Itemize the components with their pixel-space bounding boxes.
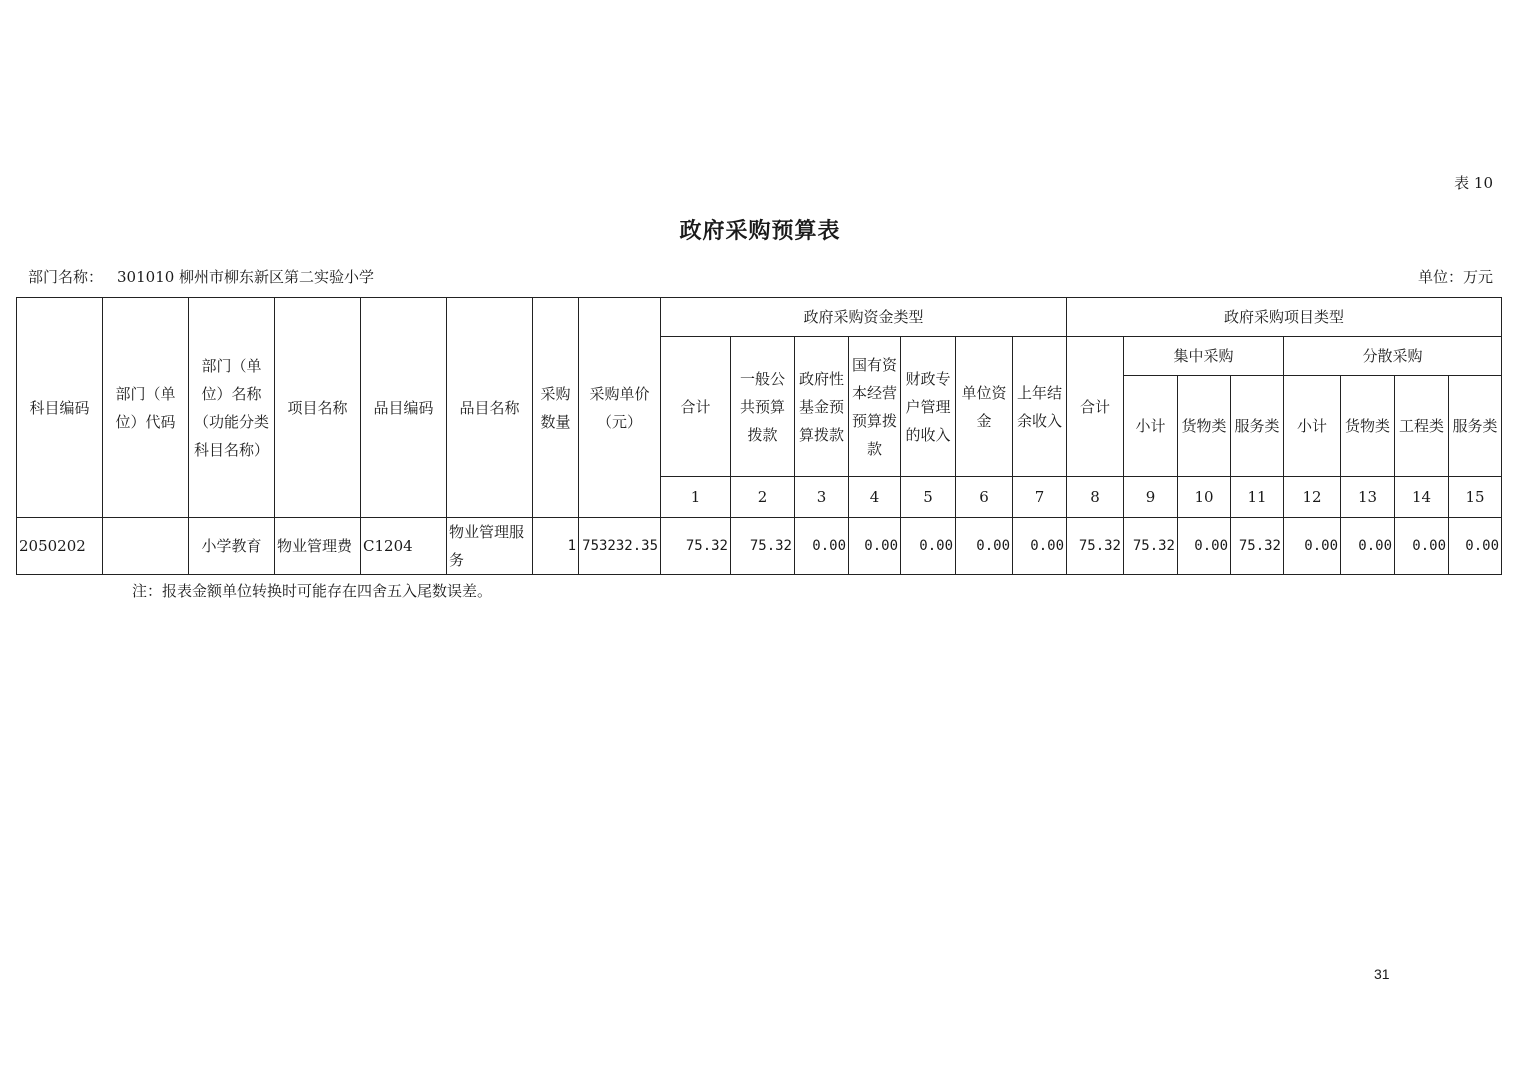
cell-value: 75.32 [661,518,731,575]
header-decentralized-subtotal: 小计 [1284,376,1341,477]
header-item-name: 品目名称 [447,298,533,518]
header-state-capital: 国有资本经营预算拨款 [849,337,901,477]
cell-value: 0.00 [1449,518,1502,575]
header-decentralized-services: 服务类 [1449,376,1502,477]
column-number: 13 [1341,477,1395,518]
column-number: 12 [1284,477,1341,518]
header-quantity: 采购数量 [533,298,579,518]
footnote: 注：报表金额单位转换时可能存在四舍五入尾数误差。 [132,582,493,600]
cell-value: 75.32 [731,518,795,575]
column-number: 3 [795,477,849,518]
header-centralized-goods: 货物类 [1178,376,1231,477]
cell-subject-code: 2050202 [17,518,103,575]
header-fund-type-group: 政府采购资金类型 [661,298,1067,337]
column-number: 4 [849,477,901,518]
header-fund-total: 合计 [661,337,731,477]
column-number: 10 [1178,477,1231,518]
header-decentralized-works: 工程类 [1395,376,1449,477]
page-title: 政府采购预算表 [679,218,841,244]
cell-unit-price: 753232.35 [579,518,661,575]
column-number: 9 [1124,477,1178,518]
header-unit-funds: 单位资金 [956,337,1013,477]
table-row [17,518,1502,575]
header-decentralized-goods: 货物类 [1341,376,1395,477]
page-number: 31 [1374,966,1390,982]
cell-dept-name: 小学教育 [189,518,275,575]
cell-value: 0.00 [1395,518,1449,575]
header-subject-code: 科目编码 [17,298,103,518]
header-dept-name: 部门（单位）名称（功能分类科目名称） [189,298,275,518]
column-number: 2 [731,477,795,518]
header-dept-code: 部门（单位）代码 [103,298,189,518]
procurement-budget-table [16,297,1502,575]
cell-value: 75.32 [1231,518,1284,575]
column-number: 1 [661,477,731,518]
cell-value: 0.00 [1341,518,1395,575]
cell-value: 0.00 [1284,518,1341,575]
column-number: 7 [1013,477,1067,518]
cell-value: 0.00 [795,518,849,575]
column-number: 11 [1231,477,1284,518]
header-decentralized: 分散采购 [1284,337,1502,376]
cell-value: 75.32 [1067,518,1124,575]
cell-project-name: 物业管理费 [275,518,361,575]
department-value: 301010 柳州市柳东新区第二实验小学 [117,268,375,286]
column-number: 8 [1067,477,1124,518]
header-project-name: 项目名称 [275,298,361,518]
cell-dept-code [103,518,189,575]
header-centralized-subtotal: 小计 [1124,376,1178,477]
header-special-account: 财政专户管理的收入 [901,337,956,477]
cell-value: 0.00 [1013,518,1067,575]
cell-value: 0.00 [901,518,956,575]
cell-item-code: C1204 [361,518,447,575]
cell-value: 75.32 [1124,518,1178,575]
header-unit-price: 采购单价（元） [579,298,661,518]
table-number: 表 10 [1454,174,1493,192]
header-gov-fund: 政府性基金预算拨款 [795,337,849,477]
header-item-code: 品目编码 [361,298,447,518]
cell-quantity: 1 [533,518,579,575]
header-centralized-services: 服务类 [1231,376,1284,477]
column-number: 14 [1395,477,1449,518]
header-centralized: 集中采购 [1124,337,1284,376]
header-project-total: 合计 [1067,337,1124,477]
column-number: 6 [956,477,1013,518]
cell-value: 0.00 [849,518,901,575]
cell-value: 0.00 [956,518,1013,575]
department-line [28,266,388,287]
header-project-type-group: 政府采购项目类型 [1067,298,1502,337]
cell-value: 0.00 [1178,518,1231,575]
column-number: 5 [901,477,956,518]
header-general-budget: 一般公共预算拨款 [731,337,795,477]
header-carryover: 上年结余收入 [1013,337,1067,477]
cell-item-name: 物业管理服务 [447,518,533,575]
unit-label: 单位：万元 [1417,268,1493,286]
department-label: 部门名称： [28,268,104,286]
column-number: 15 [1449,477,1502,518]
